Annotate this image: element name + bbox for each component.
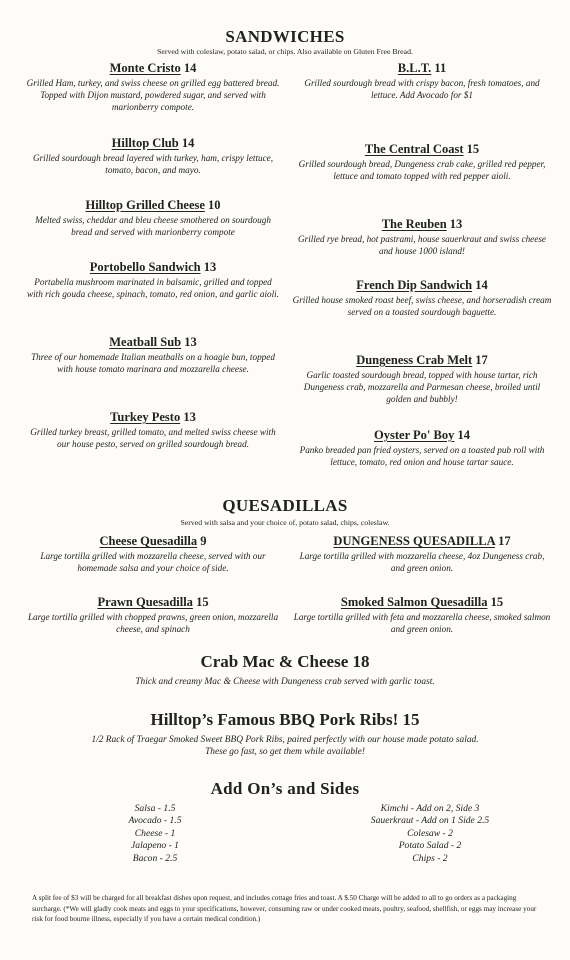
addons-left-list — [40, 803, 270, 865]
item-description: Large tortilla grilled with chopped prawns, green onion, mozzarella cheese, and spinach — [27, 612, 279, 634]
ribs-description — [0, 734, 570, 758]
item-price: 15 — [196, 595, 209, 609]
addon-item: Bacon - 2.5 — [132, 852, 178, 864]
item-description: Grilled Ham, turkey, and swiss cheese on grilled egg battered bread. Topped with Dijon mustard, powdered sugar, and served with marionberry compote. — [26, 78, 280, 112]
item-price: 15 — [490, 595, 504, 609]
item-description: Grilled turkey breast, grilled tomato, and melted swiss cheese with our house pesto, served on grilled sourdough bread. — [30, 427, 276, 449]
menu-item-reuben — [292, 217, 552, 257]
item-name: Oyster Po' Boy — [374, 428, 455, 442]
ribs-title: Hilltop’s Famous BBQ Pork Ribs! 15 — [150, 710, 420, 729]
ribs-description-line-2: These go fast, so get them while available! — [205, 747, 365, 757]
item-name: Hilltop Club — [111, 136, 179, 150]
item-price: 10 — [208, 198, 221, 212]
menu-item-prawn-quesadilla — [26, 595, 280, 635]
menu-item-blt — [292, 61, 552, 101]
menu-item-turkey-pesto — [26, 410, 280, 450]
menu-item-meatball-sub — [26, 335, 280, 375]
menu-item-monte-cristo — [26, 61, 280, 113]
menu-item-central-coast — [292, 142, 552, 182]
item-price: 13 — [183, 410, 196, 424]
menu-item-smoked-salmon-quesadilla — [292, 595, 552, 635]
item-name: DUNGENESS QUESADILLA — [333, 534, 495, 548]
item-price: 14 — [457, 428, 470, 442]
item-name: The Reuben — [381, 217, 447, 231]
item-name: French Dip Sandwich — [356, 278, 473, 292]
item-price: 17 — [475, 353, 488, 367]
ribs-description-line-1: 1/2 Rack of Traegar Smoked Sweet BBQ Pork Ribs, paired perfectly with our house made potato salad. — [91, 735, 479, 745]
item-name: Meatball Sub — [109, 335, 182, 349]
menu-item-cheese-quesadilla — [26, 534, 280, 574]
item-name: The Central Coast — [364, 142, 464, 156]
ribs-section — [0, 710, 570, 758]
item-description: Grilled house smoked roast beef, swiss cheese, and horseradish cream served on a toasted sourdough baguette. — [292, 295, 552, 317]
item-name: Dungeness Crab Melt — [356, 353, 473, 367]
item-price: 14 — [181, 136, 195, 150]
item-description: Large tortilla grilled with mozzarella cheese, 4oz Dungeness crab, and green onion. — [299, 551, 545, 573]
item-price: 17 — [498, 534, 511, 548]
addons-right-list — [300, 803, 560, 865]
menu-item-dungeness-crab-melt — [292, 353, 552, 405]
addon-item: Colesaw - 2 — [407, 827, 453, 839]
quesadillas-title: QUESADILLAS — [222, 496, 348, 515]
quesadillas-subtitle: Served with salsa and your choice of, potato salad, chips, coleslaw. — [180, 518, 390, 527]
menu-item-oyster-po-boy — [292, 428, 552, 468]
item-price: 14 — [183, 61, 197, 75]
item-name: Monte Cristo — [109, 61, 181, 75]
item-description: Garlic toasted sourdough bread, topped with house tartar, rich Dungeness crab, mozzarella and Parmesan cheese, broiled until golden and bubbly! — [303, 370, 541, 404]
item-description: Grilled sourdough bread with crispy bacon, fresh tomatoes, and lettuce. Add Avocado for $1 — [304, 78, 540, 100]
item-price: 14 — [475, 278, 488, 292]
item-description: Melted swiss, cheddar and bleu cheese smothered on sourdough bread and served with marionberry compote — [35, 215, 271, 237]
item-description: Grilled sourdough bread, Dungeness crab cake, grilled red pepper, lettuce and tomato topped with red pepper aioli. — [298, 159, 546, 181]
addon-item: Chips - 2 — [412, 852, 448, 864]
menu-item-french-dip — [292, 278, 552, 318]
item-description: Grilled sourdough bread layered with turkey, ham, crispy lettuce, tomato, bacon, and mayo. — [32, 153, 274, 175]
item-price: 13 — [184, 335, 197, 349]
footnote: A split fee of $3 will be charged for all breakfast dishes upon request, and includes cottage fries and toast. A $.50 Charge will be added to all to go orders as a packaging surcharge. (*We will gladly cook meats and eggs to your specifications, however, consuming raw or under cooked meats, poultry, seafood, shellfish, or eggs may increase your risk for food bourne illness, especially if you have a certain medical condition.) — [32, 894, 537, 923]
addon-item: Avocado - 1.5 — [128, 815, 182, 827]
item-name: Hilltop Grilled Cheese — [85, 198, 205, 212]
item-name: B.L.T. — [397, 61, 432, 75]
crab-mac-section — [0, 652, 570, 688]
item-price: 15 — [466, 142, 480, 156]
addon-item: Cheese - 1 — [134, 827, 176, 839]
item-name: Prawn Quesadilla — [97, 595, 193, 609]
menu-item-portobello-sandwich — [26, 260, 280, 300]
item-name: Cheese Quesadilla — [99, 534, 198, 548]
sandwiches-title: SANDWICHES — [225, 27, 345, 46]
addon-item: Salsa - 1.5 — [134, 803, 176, 814]
crab-mac-description: Thick and creamy Mac & Cheese with Dungeness crab served with garlic toast. — [135, 677, 435, 687]
item-description: Panko breaded pan fried oysters, served on a toasted pub roll with lettuce, tomato, red onion and house tartar sauce. — [299, 445, 545, 467]
menu-item-hilltop-club — [26, 136, 280, 176]
item-name: Smoked Salmon Quesadilla — [340, 595, 488, 609]
addon-item: Kimchi - Add on 2, Side 3 — [380, 803, 480, 814]
item-description: Grilled rye bread, hot pastrami, house sauerkraut and swiss cheese and house 1000 island! — [298, 234, 546, 256]
item-price: 11 — [434, 61, 447, 75]
item-name: Turkey Pesto — [110, 410, 181, 424]
addon-item: Jalapeno - 1 — [131, 840, 179, 852]
item-price: 9 — [200, 534, 207, 548]
sandwiches-subtitle: Served with coleslaw, potato salad, or chips. Also available on Gluten Free Bread. — [157, 47, 413, 56]
menu-item-hilltop-grilled-cheese — [26, 198, 280, 238]
item-description: Large tortilla grilled with mozzarella cheese, served with our homemade salsa and your choice of side. — [40, 551, 266, 573]
item-price: 13 — [449, 217, 463, 231]
item-description: Large tortilla grilled with feta and mozzarella cheese, smoked salmon and green onion. — [293, 612, 551, 634]
item-price: 13 — [203, 260, 217, 274]
item-description: Portabella mushroom marinated in balsamic, grilled and topped with rich gouda cheese, spinach, tomato, red onion, and garlic aioli. — [26, 277, 280, 299]
addon-item: Potato Salad - 2 — [398, 840, 462, 852]
addon-item: Sauerkraut - Add on 1 Side 2.5 — [370, 815, 490, 827]
crab-mac-title: Crab Mac & Cheese 18 — [200, 652, 370, 671]
item-description: Three of our homemade Italian meatballs on a hoagie bun, topped with house tomato marinara and mozzarella cheese. — [31, 352, 275, 374]
item-name: Portobello Sandwich — [89, 260, 201, 274]
addons-title: Add On’s and Sides — [210, 779, 360, 798]
menu-item-dungeness-quesadilla — [292, 534, 552, 574]
